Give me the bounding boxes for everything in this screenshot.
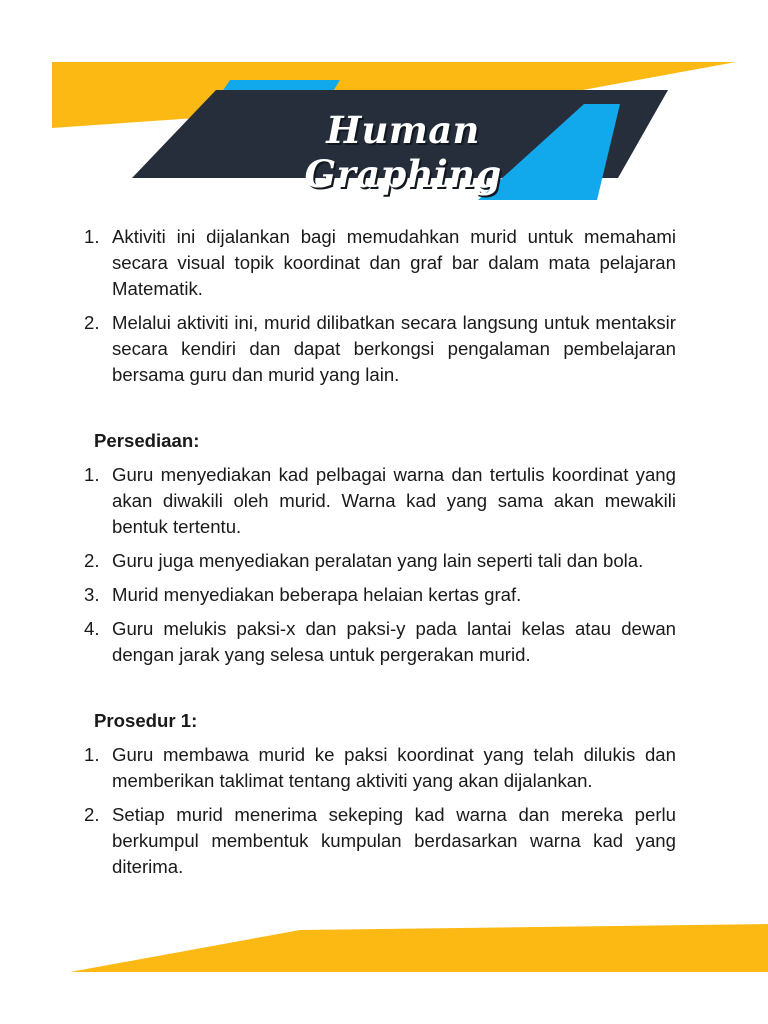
persediaan-list bbox=[84, 462, 676, 668]
prosedur-list bbox=[84, 742, 676, 880]
page-title: Human Graphing bbox=[304, 108, 502, 196]
list-number: 2. bbox=[84, 804, 100, 825]
list-text: Guru melukis paksi-x dan paksi-y pada lantai kelas atau dewan dengan jarak yang selesa untuk pergerakan murid. bbox=[112, 618, 676, 665]
list-text: Guru menyediakan kad pelbagai warna dan tertulis koordinat yang akan diwakili oleh murid. Warna kad yang sama akan mewakili bentuk tertentu. bbox=[112, 464, 676, 537]
list-number: 1. bbox=[84, 744, 100, 765]
list-item bbox=[84, 224, 676, 302]
list-text: Murid menyediakan beberapa helaian kertas graf. bbox=[112, 584, 522, 605]
list-item bbox=[84, 310, 676, 388]
list-number: 2. bbox=[84, 550, 100, 571]
list-text: Guru membawa murid ke paksi koordinat yang telah dilukis dan memberikan taklimat tentang aktiviti yang akan dijalankan. bbox=[112, 744, 676, 791]
prosedur-heading: Prosedur 1: bbox=[94, 710, 198, 731]
list-number: 2. bbox=[84, 312, 100, 333]
list-text: Setiap murid menerima sekeping kad warna dan mereka perlu berkumpul membentuk kumpulan berdasarkan warna kad yang diterima. bbox=[112, 804, 676, 877]
list-item bbox=[84, 582, 676, 608]
list-item bbox=[84, 802, 676, 880]
document-body bbox=[84, 224, 676, 888]
list-number: 4. bbox=[84, 618, 100, 639]
list-text: Guru juga menyediakan peralatan yang lain seperti tali dan bola. bbox=[112, 550, 644, 571]
list-number: 3. bbox=[84, 584, 100, 605]
persediaan-heading: Persediaan: bbox=[94, 430, 200, 451]
intro-list bbox=[84, 224, 676, 388]
list-number: 1. bbox=[84, 226, 100, 247]
list-item bbox=[84, 548, 676, 574]
list-number: 1. bbox=[84, 464, 100, 485]
list-text: Melalui aktiviti ini, murid dilibatkan secara langsung untuk mentaksir secara kendiri dan dapat berkongsi pengalaman pembelajaran bersama guru dan murid yang lain. bbox=[112, 312, 676, 385]
list-item bbox=[84, 742, 676, 794]
list-text: Aktiviti ini dijalankan bagi memudahkan murid untuk memahami secara visual topik koordinat dan graf bar dalam mata pelajaran Matematik. bbox=[112, 226, 676, 299]
list-item bbox=[84, 462, 676, 540]
list-item bbox=[84, 616, 676, 668]
footer-yellow-stripe bbox=[0, 910, 768, 980]
